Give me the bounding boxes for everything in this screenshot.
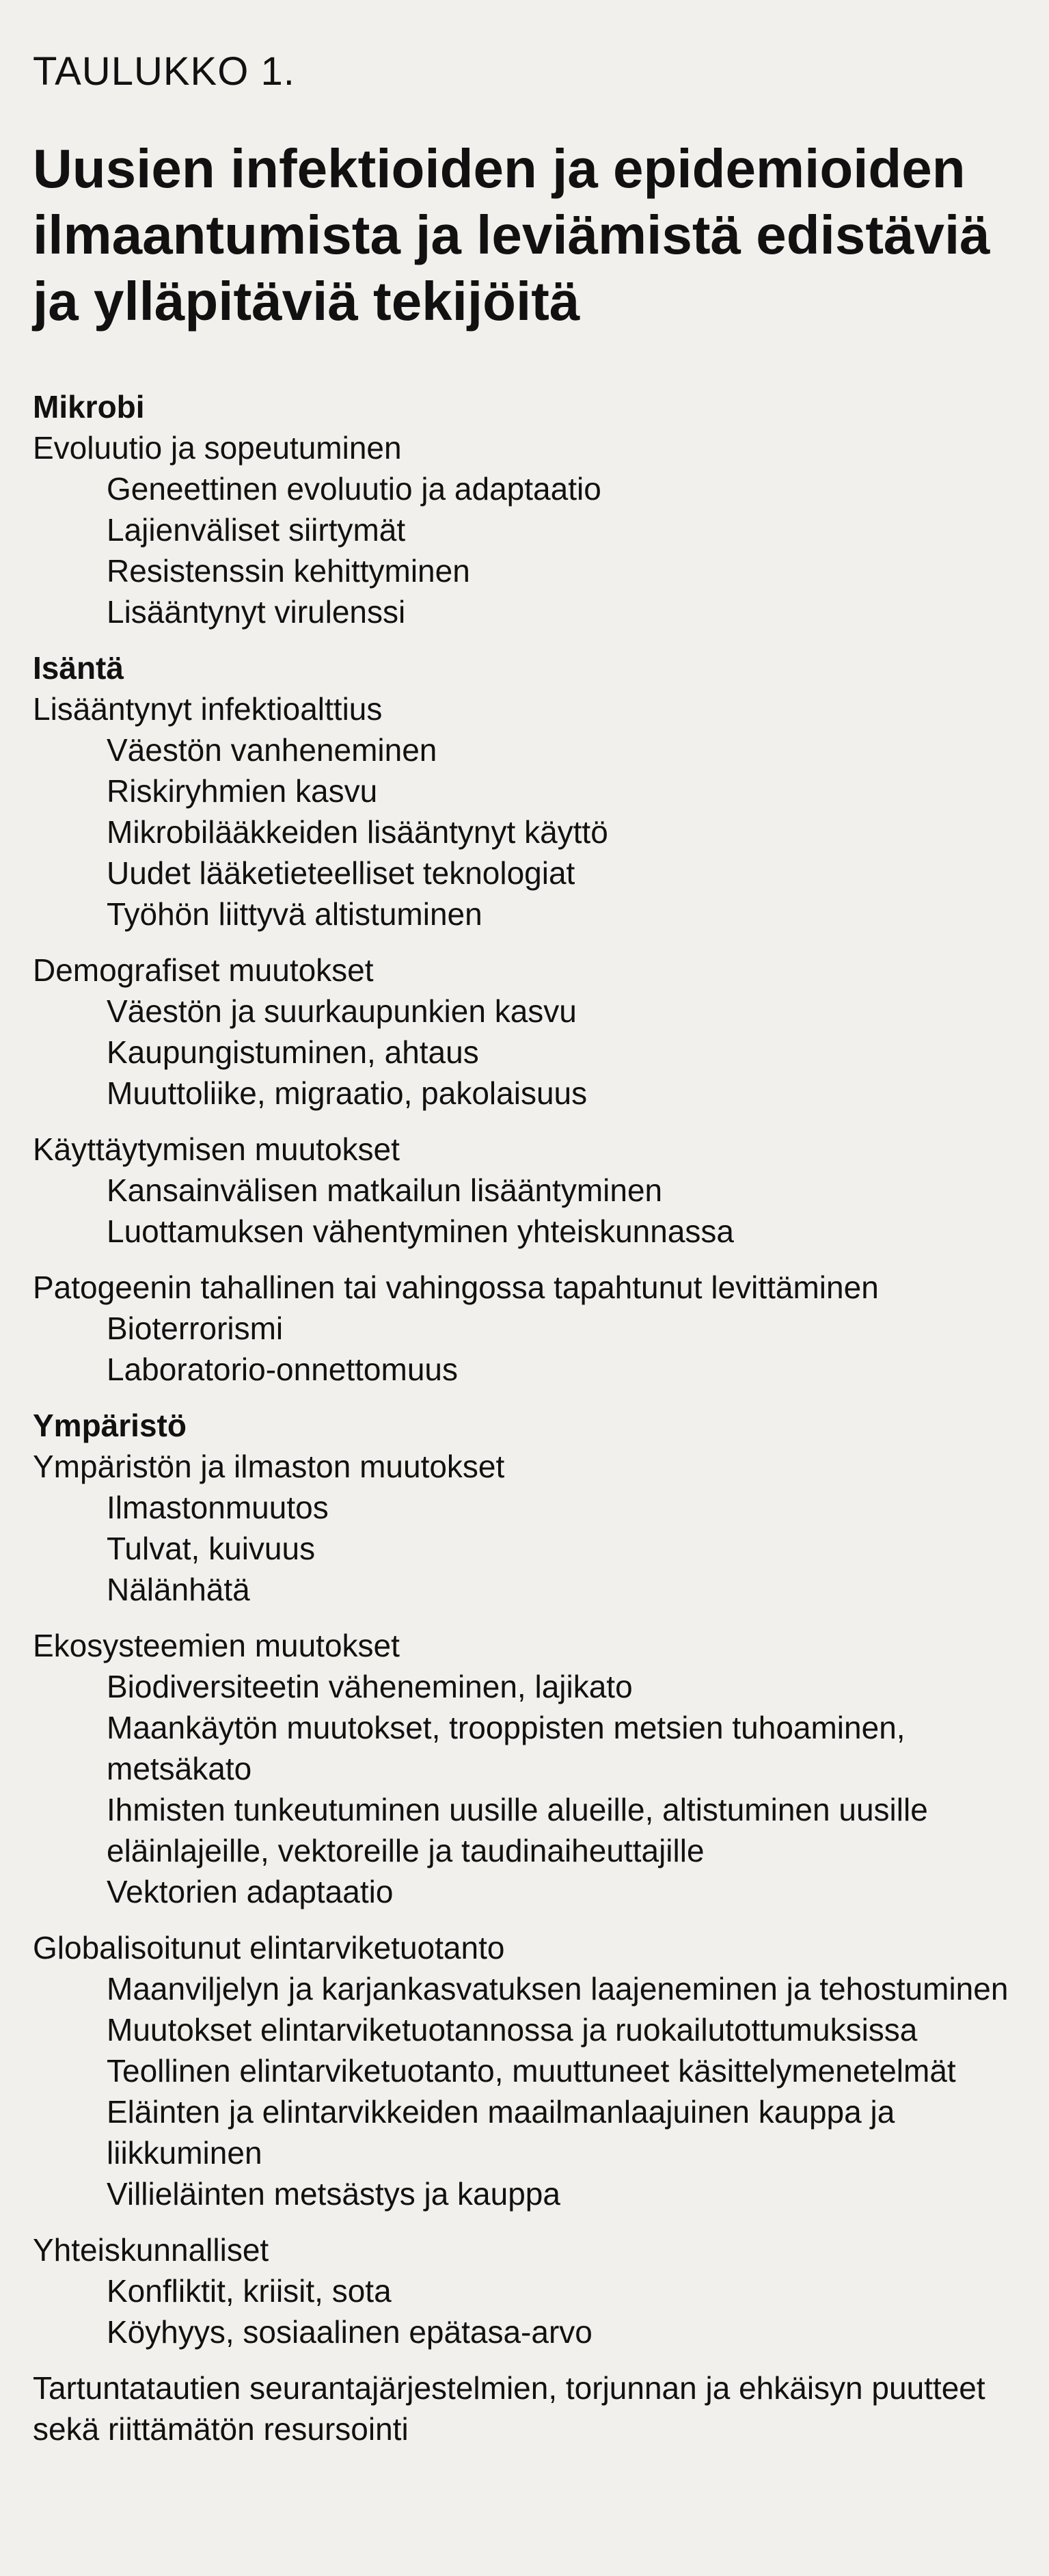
factor-item: Biodiversiteetin väheneminen, lajikato <box>107 1669 633 1704</box>
factor-item: Lajienväliset siirtymät <box>107 512 406 548</box>
factor-item: Geneettinen evoluutio ja adaptaatio <box>107 471 601 507</box>
group-label: Demografiset muutokset <box>33 952 374 988</box>
factor-item: Riskiryhmien kasvu <box>107 773 378 809</box>
factor-item: Väestön ja suurkaupunkien kasvu <box>107 993 577 1029</box>
table-label: TAULUKKO 1. <box>33 49 295 94</box>
factor-item: Laboratorio-onnettomuus <box>107 1352 458 1387</box>
factor-item: Bioterrorismi <box>107 1311 284 1346</box>
factor-group <box>33 1129 1016 1252</box>
factor-item: Resistenssin kehittyminen <box>107 553 470 589</box>
factor-item: Mikrobilääkkeiden lisääntynyt käyttö <box>107 814 608 850</box>
factor-item: Kaupungistuminen, ahtaus <box>107 1034 479 1070</box>
factor-item: Ilmastonmuutos <box>107 1490 329 1525</box>
factor-item: Ihmisten tunkeutuminen uusille alueille, altistuminen uusille eläinlajeille, vektoreille ja taudinaiheuttajille <box>107 1792 928 1868</box>
section-heading: Isäntä <box>33 650 124 686</box>
factor-item: Uudet lääketieteelliset teknologiat <box>107 855 575 891</box>
group-label: Ympäristön ja ilmaston muutokset <box>33 1449 505 1484</box>
factor-item: Maankäytön muutokset, trooppisten metsien tuhoaminen, metsäkato <box>107 1710 905 1786</box>
factor-item: Luottamuksen vähentyminen yhteiskunnassa <box>107 1213 735 1249</box>
group-label: Yhteiskunnalliset <box>33 2232 269 2268</box>
factor-item: Muuttoliike, migraatio, pakolaisuus <box>107 1075 588 1111</box>
factor-item: Muutokset elintarviketuotannossa ja ruokailutottumuksissa <box>107 2012 918 2048</box>
factor-group <box>33 1446 1016 1610</box>
group-label: Lisääntynyt infektioalttius <box>33 691 383 727</box>
factor-item: Väestön vanheneminen <box>107 732 437 768</box>
table-content <box>33 386 1016 2450</box>
factor-group <box>33 1927 1016 2214</box>
factor-item: Nälänhätä <box>107 1572 250 1607</box>
group-label: Evoluutio ja sopeutuminen <box>33 430 402 466</box>
group-label: Globalisoitunut elintarviketuotanto <box>33 1930 505 1965</box>
factor-item: Lisääntynyt virulenssi <box>107 594 406 630</box>
factor-item: Maanviljelyn ja karjankasvatuksen laajeneminen ja tehostuminen <box>107 1971 1009 2007</box>
group-label: Patogeenin tahallinen tai vahingossa tapahtunut levittäminen <box>33 1270 879 1305</box>
factor-group <box>33 2229 1016 2352</box>
section-heading: Ympäristö <box>33 1408 187 1443</box>
factor-item: Teollinen elintarviketuotanto, muuttuneet käsittelymenetelmät <box>107 2053 956 2089</box>
factor-group <box>33 427 1016 632</box>
factor-group <box>33 950 1016 1114</box>
factor-item: Eläinten ja elintarvikkeiden maailmanlaajuinen kauppa ja liikkuminen <box>107 2094 895 2171</box>
group-label: Tartuntatautien seurantajärjestelmien, torjunnan ja ehkäisyn puutteet sekä riittämätön resursointi <box>33 2370 985 2447</box>
factor-item: Kansainvälisen matkailun lisääntyminen <box>107 1172 663 1208</box>
factor-group <box>33 1267 1016 1390</box>
section-heading: Mikrobi <box>33 389 145 425</box>
factor-group <box>33 688 1016 935</box>
factor-item: Villieläinten metsästys ja kauppa <box>107 2176 560 2212</box>
factor-group <box>33 2367 1016 2450</box>
factor-item: Köyhyys, sosiaalinen epätasa-arvo <box>107 2314 592 2350</box>
factor-item: Konfliktit, kriisit, sota <box>107 2273 392 2309</box>
factor-group <box>33 1625 1016 1912</box>
group-label: Käyttäytymisen muutokset <box>33 1131 400 1167</box>
factor-item: Työhön liittyvä altistuminen <box>107 896 482 932</box>
factor-item: Tulvat, kuivuus <box>107 1531 316 1566</box>
table-title: Uusien infektioiden ja epidemioiden ilmaantumista ja leviämistä edistäviä ja ylläpitäviä tekijöitä <box>33 138 990 332</box>
group-label: Ekosysteemien muutokset <box>33 1628 400 1663</box>
factor-item: Vektorien adaptaatio <box>107 1874 394 1909</box>
